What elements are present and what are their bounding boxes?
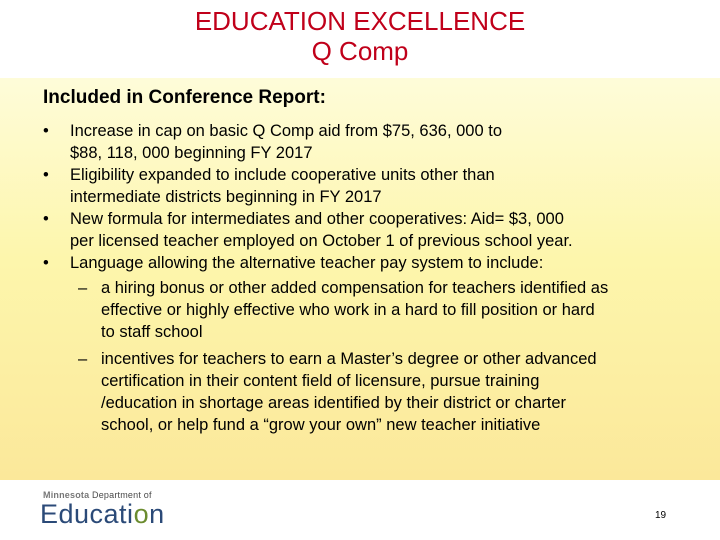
bullet-item — [0, 252, 720, 274]
bullet-text: per licensed teacher employed on October 1 of previous school year. — [70, 232, 573, 250]
sub-bullet-text: /education in shortage areas identified by their district or charter — [101, 394, 566, 412]
bullet-text: New formula for intermediates and other cooperatives: Aid= $3, 000 — [70, 210, 564, 228]
sub-bullet-item — [0, 277, 720, 343]
bullet-text: intermediate districts beginning in FY 2017 — [70, 188, 382, 206]
bullet-item — [0, 164, 720, 208]
sub-bullet-text: to staff school — [101, 323, 203, 341]
bullet-text: Increase in cap on basic Q Comp aid from $75, 636, 000 to — [70, 122, 502, 140]
bullet-item — [0, 120, 720, 164]
mde-logo-caption: Minnesota Department of — [43, 490, 152, 500]
bullet-marker: • — [43, 166, 49, 184]
slide-title — [0, 0, 720, 78]
footer — [0, 480, 720, 540]
sub-bullet-item — [0, 348, 720, 436]
sub-bullet-text: incentives for teachers to earn a Master’s degree or other advanced — [101, 350, 597, 368]
content-panel — [0, 78, 720, 480]
bullet-text: Eligibility expanded to include cooperative units other than — [70, 166, 495, 184]
bullet-marker: • — [43, 210, 49, 228]
sub-bullet-text: a hiring bonus or other added compensation for teachers identified as — [101, 279, 609, 297]
page-number: 19 — [655, 510, 667, 521]
bullet-item — [0, 208, 720, 252]
bullet-marker: • — [43, 122, 49, 140]
sub-bullet-text: school, or help fund a “grow your own” new teacher initiative — [101, 416, 541, 434]
section-heading: Included in Conference Report: — [43, 87, 326, 108]
bullet-list — [0, 120, 720, 436]
title-line-1: EDUCATION EXCELLENCE — [194, 6, 526, 36]
sub-bullet-text: certification in their content field of licensure, pursue training — [101, 372, 540, 390]
title-line-2: Q Comp — [311, 36, 409, 66]
sub-bullet-text: effective or highly effective who work in a hard to fill position or hard — [101, 301, 595, 319]
mde-logo: Education — [40, 499, 165, 529]
sub-bullet-marker: – — [78, 350, 88, 368]
logo-o: o — [133, 499, 150, 529]
bullet-text: $88, 118, 000 beginning FY 2017 — [70, 144, 313, 162]
bullet-text: Language allowing the alternative teacher pay system to include: — [70, 254, 544, 272]
sub-bullet-marker: – — [78, 279, 88, 297]
bullet-marker: • — [43, 254, 49, 272]
